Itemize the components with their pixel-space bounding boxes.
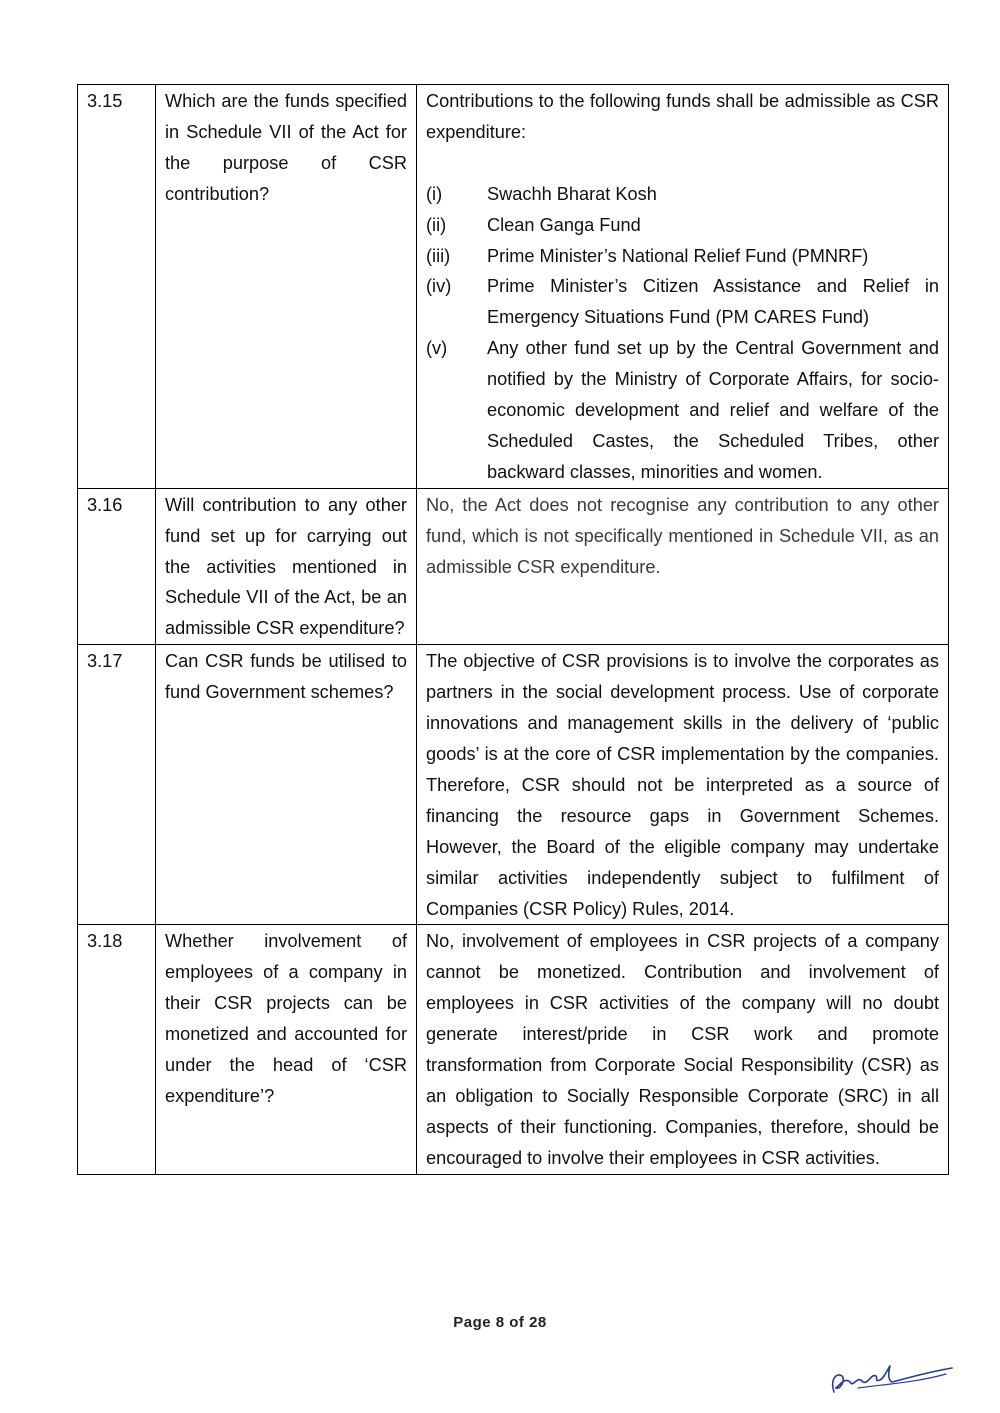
signature-icon [828, 1352, 958, 1402]
question-text: Will contribution to any other fund set up for carrying out the activities mentioned in Schedule VII of the Act, be an admissible CSR expenditure? [156, 488, 417, 645]
list-item-label: (iv) [426, 276, 452, 297]
answer-cell [417, 85, 949, 489]
list-item [426, 241, 939, 272]
table-row [78, 925, 949, 1174]
list-item-text: Any other fund set up by the Central Government and notified by the Ministry of Corporate Affairs, for socio-economic development and relief and welfare of the Scheduled Castes, the Scheduled Tribes, other backward classes, minorities and women. [487, 338, 939, 482]
list-item-label: (v) [426, 338, 448, 359]
question-number: 3.18 [78, 925, 156, 1174]
list-item [426, 333, 939, 488]
answer-text: No, involvement of employees in CSR projects of a company cannot be monetized. Contribution and involvement of employees in CSR activities of the company will no doubt generate interest/pride in CSR work and promote transformation from Corporate Social Responsibility (CSR) as an obligation to Socially Responsible Corporate (SRC) in all aspects of their functioning. Companies, therefore, should be encouraged to involve their employees in CSR activities. [417, 925, 949, 1174]
table-row [78, 85, 949, 489]
list-item-text: Clean Ganga Fund [487, 214, 641, 235]
page-number: Page 8 of 28 [453, 1314, 547, 1331]
question-number: 3.17 [78, 645, 156, 925]
answer-intro: Contributions to the following funds shall be admissible as CSR expenditure: [426, 91, 939, 142]
fund-list [426, 179, 939, 488]
list-item-text: Swachh Bharat Kosh [487, 183, 657, 204]
answer-text: No, the Act does not recognise any contribution to any other fund, which is not specifically mentioned in Schedule VII, as an admissible CSR expenditure. [417, 488, 949, 645]
question-number: 3.15 [78, 85, 156, 489]
list-item-text: Prime Minister’s Citizen Assistance and Relief in Emergency Situations Fund (PM CARES Fund) [487, 276, 939, 328]
question-text: Which are the funds specified in Schedule VII of the Act for the purpose of CSR contribution? [156, 85, 417, 489]
answer-text: The objective of CSR provisions is to involve the corporates as partners in the social development process. Use of corporate innovations and management skills in the delivery of ‘public goods’ is at the core of CSR implementation by the companies. Therefore, CSR should not be interpreted as a source of financing the resource gaps in Government Schemes. However, the Board of the eligible company may undertake similar activities independently subject to fulfilment of Companies (CSR Policy) Rules, 2014. [417, 645, 949, 925]
list-item-text: Prime Minister’s National Relief Fund (PMNRF) [487, 245, 869, 266]
list-item-label: (iii) [426, 245, 451, 266]
question-text: Whether involvement of employees of a company in their CSR projects can be monetized and accounted for under the head of ‘CSR expenditure’? [156, 925, 417, 1174]
list-item-label: (i) [426, 183, 443, 204]
table-row [78, 645, 949, 925]
table-row [78, 488, 949, 645]
question-number: 3.16 [78, 488, 156, 645]
question-text: Can CSR funds be utilised to fund Government schemes? [156, 645, 417, 925]
list-item [426, 271, 939, 333]
faq-table [77, 84, 949, 1175]
list-item [426, 179, 939, 210]
list-item [426, 210, 939, 241]
list-item-label: (ii) [426, 214, 447, 235]
